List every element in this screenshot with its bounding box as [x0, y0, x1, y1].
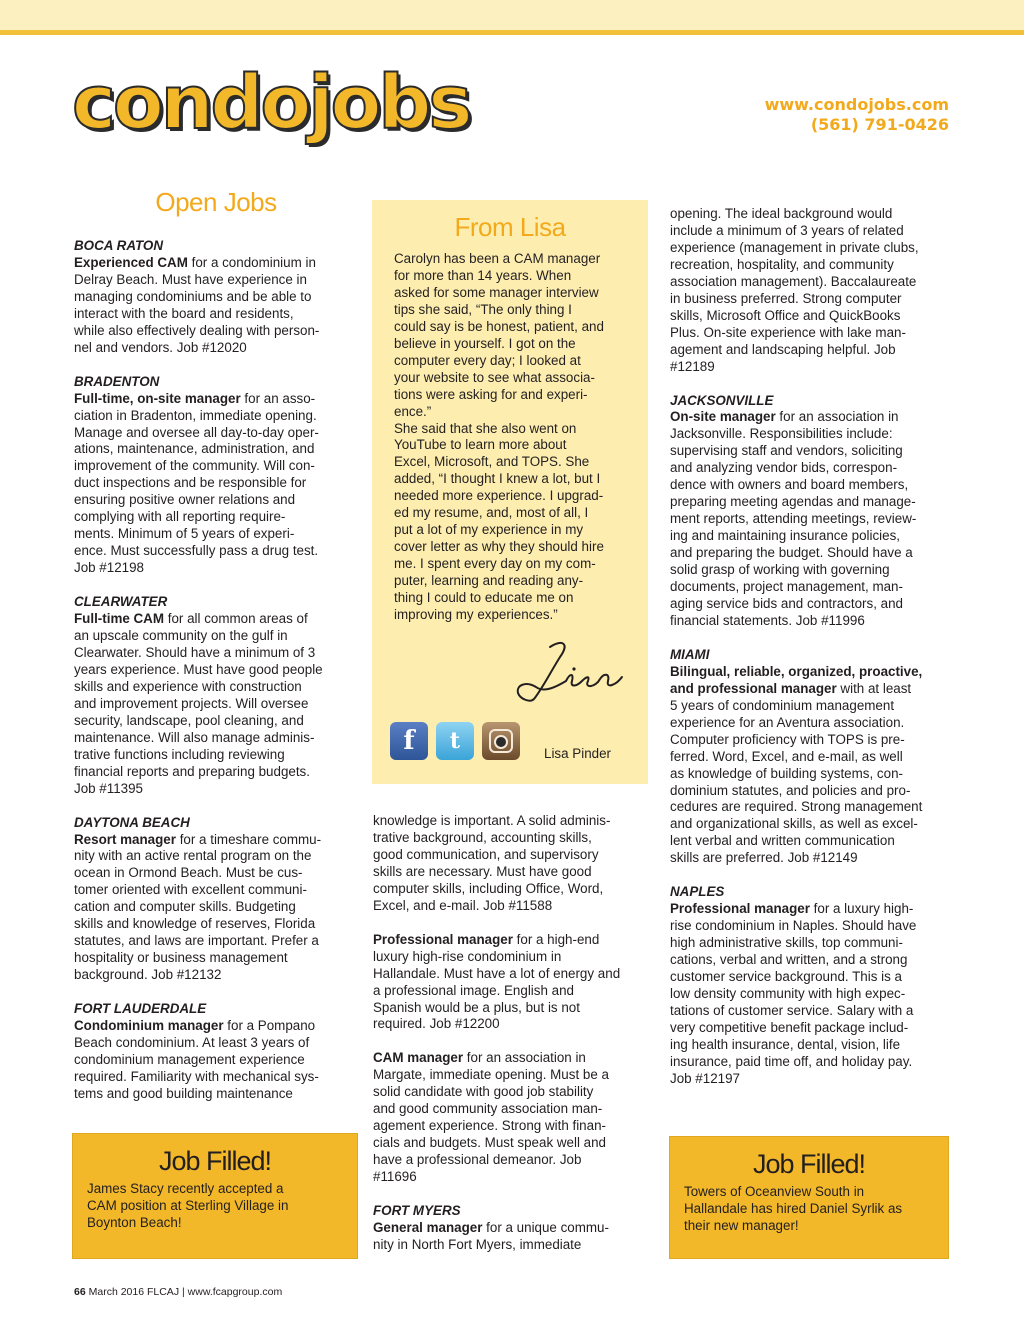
from-lisa-title: From Lisa: [454, 212, 566, 242]
job-city: FORT LAUDERDALE: [74, 1001, 207, 1017]
job-line: dence with owners and board members,: [670, 477, 909, 493]
lisa-line: ence.”: [394, 403, 432, 419]
job-line: Computer proficiency with TOPS is pre-: [670, 731, 905, 747]
job-filled-box-left: [72, 1133, 358, 1259]
job-line: for an association in: [779, 409, 899, 425]
job-line: cedures are required. Strong management: [670, 799, 923, 815]
job-line: skills and experience with construction: [74, 678, 302, 694]
job-city: BRADENTON: [74, 373, 160, 389]
job-line: skills and knowledge of reserves, Florida: [74, 916, 316, 932]
job-line: interact with the board and residents,: [74, 305, 294, 321]
job-filled-line: James Stacy recently accepted a: [87, 1181, 284, 1196]
job-line: supervising staff and vendors, soliciting: [670, 443, 903, 459]
lisa-line: Excel, Microsoft, and TOPS. She: [394, 454, 590, 470]
job-filled-box-right: [669, 1136, 949, 1259]
job-line: #12189: [670, 358, 715, 374]
job-line: nity with an active rental program on the: [74, 848, 312, 864]
job-line: insurance, paid time off, and holiday pay.: [670, 1053, 913, 1069]
job-line: financial statements. Job #11996: [670, 612, 865, 628]
job-line: ensuring positive owner relations and: [74, 492, 296, 508]
job-filled-text: [670, 1180, 948, 1235]
job-miami: [670, 647, 952, 867]
job-line: ferred. Word, Excel, and e-mail, as well: [670, 748, 903, 764]
job-line: solid grasp of working with governing: [670, 562, 890, 578]
job-line: ence. Must successfully pass a drug test.: [74, 543, 319, 559]
job-line: and preparing the budget. Should have a: [670, 545, 913, 561]
job-city: MIAMI: [670, 646, 710, 662]
job-line: for a unique commu-: [486, 1220, 609, 1236]
job-line: years experience. Must have good people: [74, 661, 323, 677]
job-line: experience for an Aventura association.: [670, 714, 905, 730]
footer-separator: |: [182, 1286, 185, 1298]
lisa-line: asked for some manager interview: [394, 284, 599, 300]
job-line: and good community association man-: [373, 1101, 603, 1117]
job-line: Hallandale. Must have a lot of energy and: [373, 965, 621, 981]
job-line: documents, project management, man-: [670, 579, 903, 595]
lisa-line: cover letter as why they should hire: [394, 539, 604, 555]
job-line: Job #12197: [670, 1070, 740, 1086]
job-list-col3: [670, 206, 952, 1088]
job-line: ciation in Bradenton, immediate opening.: [74, 407, 317, 423]
social-icons: [390, 722, 520, 760]
job-line: good communication, and supervisory: [373, 846, 599, 862]
job-fort-lauderdale: [74, 1001, 358, 1103]
instagram-icon[interactable]: [482, 722, 520, 760]
job-hallandale: [373, 932, 653, 1034]
open-jobs-column: [74, 187, 358, 1103]
job-role: Full-time, on-site manager: [74, 390, 241, 406]
job-line: with at least: [840, 680, 912, 696]
job-filled-line: their new manager!: [684, 1217, 799, 1233]
job-line: have a professional demeanor. Job: [373, 1152, 582, 1168]
job-city: DAYTONA BEACH: [74, 814, 190, 830]
job-line: in business preferred. Strong computer: [670, 290, 902, 306]
lisa-line: computer every day; I looked at: [394, 352, 581, 368]
job-line: cials and budgets. Must speak well and: [373, 1135, 606, 1151]
lisa-line: She said that she also went on: [394, 420, 577, 436]
lisa-line: ed my resume, and, most of all, I: [394, 505, 589, 521]
page-number: 66: [74, 1286, 86, 1298]
job-line: ing health insurance, dental, vision, life: [670, 1036, 901, 1052]
open-jobs-title: Open Jobs: [155, 187, 277, 217]
job-fort-myers: [373, 1203, 653, 1254]
job-city: FORT MYERS: [373, 1203, 461, 1219]
from-lisa-box: [372, 200, 648, 784]
job-line: and organizational skills, as well as excel-: [670, 816, 918, 832]
issue-info: March 2016 FLCAJ: [88, 1286, 180, 1298]
lisa-line: improving my experiences.”: [394, 607, 558, 623]
phone-number: (561) 791-0426: [810, 115, 949, 134]
job-line: for a condominium in: [191, 254, 316, 270]
lisa-line: your website to see what associa-: [394, 369, 595, 385]
lisa-line: put a lot of my experience in my: [394, 522, 584, 538]
job-role: Bilingual, reliable, organized, proactive,: [670, 663, 923, 679]
lisa-line: believe in yourself. I got on the: [394, 335, 576, 351]
footer-site-link[interactable]: www.fcapgroup.com: [187, 1286, 283, 1298]
job-line: Spanish would be a plus, but is not: [373, 999, 580, 1015]
job-city: BOCA RATON: [74, 238, 164, 253]
job-filled-text: [73, 1177, 357, 1232]
job-line: aging service bids and contractors, and: [670, 595, 903, 611]
job-line: ations, maintenance, administration, and: [74, 441, 315, 457]
job-clearwater: [74, 594, 358, 797]
job-line: Plus. On-site experience with lake man-: [670, 324, 906, 340]
job-role-continued: and professional manager: [670, 680, 837, 696]
job-line: customer service background. This is a: [670, 969, 902, 985]
job-line: #11696: [373, 1169, 417, 1185]
job-jacksonville: [670, 393, 952, 630]
job-line: managing condominiums and be able to: [74, 288, 312, 304]
job-line: skills are preferred. Job #12149: [670, 850, 858, 866]
logo-text: condojobs: [72, 60, 470, 146]
job-line: for a luxury high-: [813, 901, 914, 917]
job-list-col2: [373, 813, 653, 1254]
job-line: complying with all reporting require-: [74, 509, 286, 525]
job-line: 5 years of condominium management: [670, 697, 895, 713]
job-line: recreation, hospitality, and community: [670, 256, 894, 272]
from-lisa-text: [394, 251, 634, 624]
job-line: background. Job #12132: [74, 967, 222, 983]
job-line: ocean in Ormond Beach. Must be cus-: [74, 865, 303, 881]
job-line: a professional image. English and: [373, 982, 574, 998]
job-line: hospitality or business management: [74, 950, 288, 966]
job-line: improvement of the community. Will con-: [74, 458, 315, 474]
job-role: Condominium manager: [74, 1018, 224, 1034]
job-city: NAPLES: [670, 884, 725, 900]
job-line: agement experience. Strong with finan-: [373, 1118, 606, 1134]
lisa-signature: [512, 637, 628, 707]
job-line: ments. Minimum of 5 years of experi-: [74, 526, 295, 542]
job-line: rise condominium in Naples. Should have: [670, 918, 917, 934]
job-role: Resort manager: [74, 831, 176, 847]
lisa-line: thing I could to educate me on: [394, 590, 574, 606]
job-line: skills are necessary. Must have good: [373, 863, 592, 879]
job-line: trative functions including reviewing: [74, 746, 285, 762]
lisa-line: puter, learning and reading any-: [394, 573, 584, 589]
twitter-icon[interactable]: t: [436, 722, 474, 760]
job-daytona-beach: [74, 815, 358, 985]
lisa-line: me. I spent every day on my com-: [394, 556, 596, 572]
condojobs-logo: [72, 60, 470, 146]
job-line: Job #11395: [74, 780, 143, 796]
job-line: and analyzing vendor bids, correspon-: [670, 460, 898, 476]
job-filled-title: Job Filled!: [158, 1146, 272, 1176]
lisa-line: added, “I thought I knew a lot, but I: [394, 471, 601, 487]
job-line: skills, Microsoft Office and QuickBooks: [670, 307, 901, 323]
lisa-line: could say is be honest, patient, and: [394, 318, 604, 334]
job-line: opening. The ideal background would: [670, 206, 893, 221]
job-line: Manage and oversee all day-to-day oper-: [74, 424, 319, 440]
job-line: for a timeshare commu-: [179, 831, 322, 847]
top-rule: [0, 30, 1024, 35]
contact-info: [765, 95, 949, 135]
job-role: On-site manager: [670, 409, 776, 425]
job-line: an upscale community on the gulf in: [74, 628, 288, 644]
job-city: JACKSONVILLE: [670, 392, 774, 408]
job-filled-line: Boynton Beach!: [87, 1214, 182, 1230]
job-list-col1: [74, 238, 358, 1103]
job-continuation: [670, 206, 952, 376]
lisa-line: for more than 14 years. When: [394, 267, 572, 283]
job-naples: [670, 884, 952, 1087]
job-line: maintenance. Will also manage adminis-: [74, 729, 315, 745]
job-line: luxury high-rise condominium in: [373, 948, 562, 964]
job-line: cation and computer skills. Budgeting: [74, 899, 296, 915]
job-line: for all common areas of: [167, 611, 308, 627]
job-line: high administrative skills, top communi-: [670, 935, 903, 951]
job-line: low density community with high expec-: [670, 985, 906, 1001]
job-role: CAM manager: [373, 1050, 464, 1066]
lisa-line: tions were asking for and experi-: [394, 386, 588, 402]
job-city: CLEARWATER: [74, 594, 168, 610]
job-filled-title: Job Filled!: [752, 1149, 866, 1179]
job-line: tomer oriented with excellent communi-: [74, 882, 307, 898]
job-line: cations, verbal and written, and a strong: [670, 952, 908, 968]
job-line: for a high-end: [516, 931, 600, 947]
job-bradenton: [74, 374, 358, 577]
job-line: Job #12198: [74, 560, 144, 576]
lisa-line: Carolyn has been a CAM manager: [394, 251, 601, 266]
job-line: Jacksonville. Responsibilities include:: [670, 426, 893, 442]
job-line: very competitive benefit package includ-: [670, 1019, 909, 1035]
job-filled-line: CAM position at Sterling Village in: [87, 1197, 289, 1213]
job-boca-raton: [74, 238, 358, 357]
lisa-name: Lisa Pinder: [544, 746, 611, 761]
page-footer: [74, 1286, 282, 1298]
job-line: required. Familiarity with mechanical sys-: [74, 1068, 319, 1084]
job-line: ing and maintaining insurance policies,: [670, 528, 901, 544]
job-line: Excel, and e-mail. Job #11588: [373, 897, 553, 913]
job-line: duct inspections and be responsible for: [74, 475, 307, 491]
job-role: General manager: [373, 1220, 483, 1236]
lisa-line: YouTube to learn more about: [394, 437, 567, 453]
job-line: trative background, accounting skills,: [373, 829, 592, 845]
job-line: financial reports and preparing budgets.: [74, 763, 310, 779]
job-line: for an asso-: [244, 390, 316, 406]
job-filled-line: Hallandale has hired Daniel Syrlik as: [684, 1200, 903, 1216]
job-line: as knowledge of building systems, con-: [670, 765, 903, 781]
job-role: Professional manager: [373, 931, 513, 947]
job-line: agement and landscaping helpful. Job: [670, 341, 896, 357]
job-continuation: [373, 813, 653, 915]
job-line: statutes, and laws are important. Prefer a: [74, 933, 319, 949]
job-line: tems and good building maintenance: [74, 1085, 293, 1101]
job-line: lent verbal and written communication: [670, 833, 895, 849]
job-line: nel and vendors. Job #12020: [74, 339, 247, 355]
job-margate: [373, 1050, 653, 1186]
job-role: Full-time CAM: [74, 611, 165, 627]
job-line: Beach condominium. At least 3 years of: [74, 1034, 310, 1050]
lisa-line: tips she said, “The only thing I: [394, 301, 572, 317]
top-band: [0, 0, 1024, 30]
job-line: Clearwater. Should have a minimum of 3: [74, 644, 316, 660]
job-filled-line: Towers of Oceanview South in: [684, 1184, 865, 1199]
job-line: while also effectively dealing with person-: [74, 322, 320, 338]
job-line: for an association in: [466, 1050, 586, 1066]
job-line: condominium management experience: [74, 1051, 305, 1067]
job-line: dominium statutes, and policies and pro-: [670, 782, 911, 798]
job-line: computer skills, including Office, Word,: [373, 880, 604, 896]
job-line: Margate, immediate opening. Must be a: [373, 1067, 609, 1083]
website-link[interactable]: www.condojobs.com: [764, 95, 949, 114]
job-line: association management). Baccalaureate: [670, 273, 917, 289]
job-line: experience (management in private clubs,: [670, 239, 919, 255]
lisa-line: needed more experience. I upgrad-: [394, 488, 604, 504]
job-role: Professional manager: [670, 901, 810, 917]
job-line: knowledge is important. A solid adminis-: [373, 813, 611, 828]
job-line: preparing meeting agendas and manage-: [670, 494, 916, 510]
job-line: for a Pompano: [227, 1018, 316, 1034]
job-line: include a minimum of 3 years of related: [670, 222, 904, 238]
job-line: Delray Beach. Must have experience in: [74, 271, 307, 287]
job-line: and improvement projects. Will oversee: [74, 695, 309, 711]
job-line: nity in North Fort Myers, immediate: [373, 1236, 582, 1252]
job-line: ment reports, attending meetings, review-: [670, 511, 917, 527]
job-line: tations of customer service. Salary with a: [670, 1002, 914, 1018]
camera-lens-icon: [488, 728, 514, 754]
job-line: solid candidate with good job stability: [373, 1084, 594, 1100]
facebook-icon[interactable]: f: [390, 722, 428, 760]
job-line: security, landscape, pool cleaning, and: [74, 712, 304, 728]
job-line: required. Job #12200: [373, 1016, 500, 1032]
job-role: Experienced CAM: [74, 254, 188, 270]
